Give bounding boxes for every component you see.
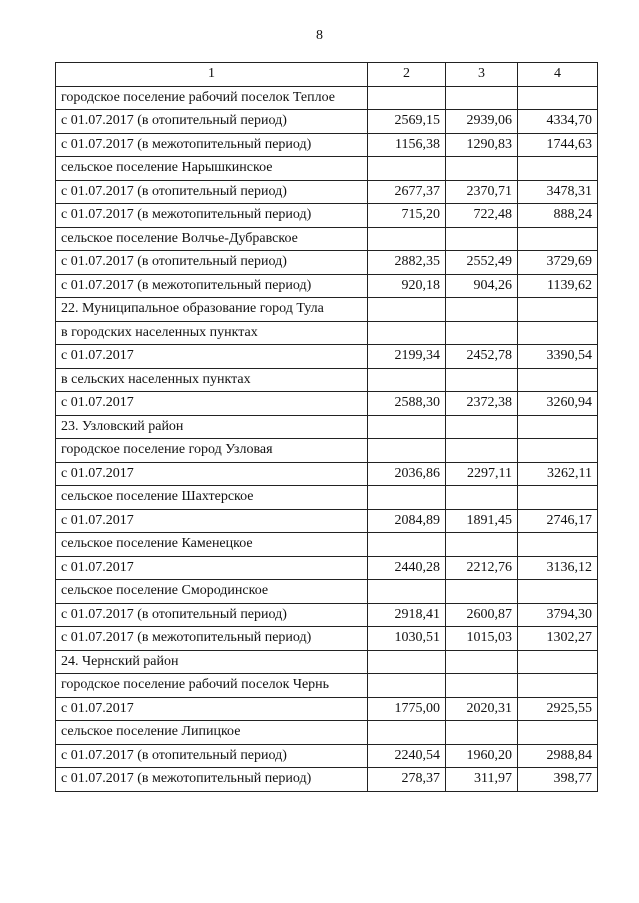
value-cell-col4: 398,77 [518, 768, 598, 792]
value-cell-col2 [368, 439, 446, 463]
value-cell-col3: 1015,03 [446, 627, 518, 651]
value-cell-col4: 3478,31 [518, 180, 598, 204]
value-cell-col4: 2988,84 [518, 744, 598, 768]
tariff-table [55, 62, 598, 792]
table-row [56, 533, 598, 557]
value-cell-col3 [446, 298, 518, 322]
value-cell-col4: 2925,55 [518, 697, 598, 721]
value-cell-col4: 1744,63 [518, 133, 598, 157]
value-cell-col3: 1891,45 [446, 509, 518, 533]
row-label-cell: 24. Чернский район [56, 650, 368, 674]
row-label-cell: с 01.07.2017 [56, 556, 368, 580]
table-row [56, 603, 598, 627]
value-cell-col2: 1030,51 [368, 627, 446, 651]
value-cell-col4: 3794,30 [518, 603, 598, 627]
table-row [56, 674, 598, 698]
table-row [56, 86, 598, 110]
value-cell-col2: 2588,30 [368, 392, 446, 416]
value-cell-col3: 2600,87 [446, 603, 518, 627]
value-cell-col4: 1302,27 [518, 627, 598, 651]
row-label-cell: с 01.07.2017 (в межотопительный период) [56, 627, 368, 651]
row-label-cell: с 01.07.2017 [56, 697, 368, 721]
table-row [56, 415, 598, 439]
table-row [56, 180, 598, 204]
value-cell-col3: 2212,76 [446, 556, 518, 580]
column-header-2: 2 [368, 63, 446, 87]
row-label-cell: с 01.07.2017 (в отопительный период) [56, 744, 368, 768]
value-cell-col3 [446, 415, 518, 439]
value-cell-col4 [518, 486, 598, 510]
value-cell-col2: 2569,15 [368, 110, 446, 134]
row-label-cell: с 01.07.2017 (в межотопительный период) [56, 204, 368, 228]
table-row [56, 274, 598, 298]
row-label-cell: сельское поселение Волчье-Дубравское [56, 227, 368, 251]
value-cell-col3: 311,97 [446, 768, 518, 792]
value-cell-col4: 888,24 [518, 204, 598, 228]
row-label-cell: с 01.07.2017 (в отопительный период) [56, 110, 368, 134]
row-label-cell: в городских населенных пунктах [56, 321, 368, 345]
value-cell-col2 [368, 650, 446, 674]
value-cell-col4 [518, 650, 598, 674]
value-cell-col2: 278,37 [368, 768, 446, 792]
row-label-cell: 22. Муниципальное образование город Тула [56, 298, 368, 322]
row-label-cell: городское поселение рабочий поселок Теплое [56, 86, 368, 110]
value-cell-col2: 1156,38 [368, 133, 446, 157]
value-cell-col4: 3260,94 [518, 392, 598, 416]
value-cell-col3 [446, 533, 518, 557]
table-row [56, 486, 598, 510]
table-row [56, 509, 598, 533]
value-cell-col2: 2084,89 [368, 509, 446, 533]
value-cell-col3 [446, 321, 518, 345]
value-cell-col2: 2199,34 [368, 345, 446, 369]
table-row [56, 392, 598, 416]
row-label-cell: городское поселение город Узловая [56, 439, 368, 463]
row-label-cell: сельское поселение Каменецкое [56, 533, 368, 557]
row-label-cell: с 01.07.2017 (в межотопительный период) [56, 133, 368, 157]
value-cell-col3: 2372,38 [446, 392, 518, 416]
table-row [56, 627, 598, 651]
value-cell-col2 [368, 415, 446, 439]
table-row [56, 697, 598, 721]
value-cell-col2 [368, 533, 446, 557]
value-cell-col4 [518, 533, 598, 557]
row-label-cell: с 01.07.2017 [56, 345, 368, 369]
value-cell-col3 [446, 674, 518, 698]
table-row [56, 157, 598, 181]
value-cell-col3: 1960,20 [446, 744, 518, 768]
value-cell-col3: 2939,06 [446, 110, 518, 134]
row-label-cell: сельское поселение Шахтерское [56, 486, 368, 510]
column-header-3: 3 [446, 63, 518, 87]
value-cell-col3 [446, 368, 518, 392]
value-cell-col2 [368, 298, 446, 322]
value-cell-col2: 2677,37 [368, 180, 446, 204]
value-cell-col3 [446, 580, 518, 604]
value-cell-col4: 3729,69 [518, 251, 598, 275]
table-row [56, 321, 598, 345]
row-label-cell: в сельских населенных пунктах [56, 368, 368, 392]
value-cell-col2 [368, 486, 446, 510]
value-cell-col3 [446, 650, 518, 674]
value-cell-col3: 2452,78 [446, 345, 518, 369]
value-cell-col4: 4334,70 [518, 110, 598, 134]
value-cell-col2: 2036,86 [368, 462, 446, 486]
value-cell-col4 [518, 227, 598, 251]
row-label-cell: с 01.07.2017 (в отопительный период) [56, 603, 368, 627]
value-cell-col4 [518, 298, 598, 322]
value-cell-col4 [518, 415, 598, 439]
table-row [56, 251, 598, 275]
value-cell-col3 [446, 227, 518, 251]
table-header-row [56, 63, 598, 87]
tariff-table-body [56, 63, 598, 792]
table-row [56, 368, 598, 392]
value-cell-col2 [368, 157, 446, 181]
column-header-4: 4 [518, 63, 598, 87]
value-cell-col3 [446, 157, 518, 181]
table-row [56, 768, 598, 792]
row-label-cell: с 01.07.2017 (в межотопительный период) [56, 274, 368, 298]
value-cell-col4 [518, 368, 598, 392]
value-cell-col4: 3136,12 [518, 556, 598, 580]
table-row [56, 298, 598, 322]
table-row [56, 345, 598, 369]
column-header-1: 1 [56, 63, 368, 87]
table-row [56, 110, 598, 134]
value-cell-col2 [368, 86, 446, 110]
table-row [56, 744, 598, 768]
value-cell-col4 [518, 721, 598, 745]
value-cell-col4 [518, 86, 598, 110]
value-cell-col2: 920,18 [368, 274, 446, 298]
row-label-cell: сельское поселение Липицкое [56, 721, 368, 745]
value-cell-col2 [368, 674, 446, 698]
value-cell-col3 [446, 439, 518, 463]
table-row [56, 721, 598, 745]
row-label-cell: с 01.07.2017 [56, 392, 368, 416]
value-cell-col2 [368, 721, 446, 745]
page-number: 8 [316, 28, 323, 43]
row-label-cell: городское поселение рабочий поселок Чернь [56, 674, 368, 698]
value-cell-col3 [446, 86, 518, 110]
value-cell-col4 [518, 439, 598, 463]
value-cell-col2: 2240,54 [368, 744, 446, 768]
row-label-cell: сельское поселение Смородинское [56, 580, 368, 604]
table-row [56, 204, 598, 228]
value-cell-col3: 722,48 [446, 204, 518, 228]
value-cell-col4: 1139,62 [518, 274, 598, 298]
table-row [56, 650, 598, 674]
value-cell-col4 [518, 580, 598, 604]
value-cell-col4: 3262,11 [518, 462, 598, 486]
value-cell-col2 [368, 321, 446, 345]
table-row [56, 580, 598, 604]
value-cell-col4 [518, 321, 598, 345]
row-label-cell: с 01.07.2017 (в отопительный период) [56, 251, 368, 275]
table-row [56, 556, 598, 580]
value-cell-col3: 904,26 [446, 274, 518, 298]
table-row [56, 133, 598, 157]
value-cell-col4 [518, 674, 598, 698]
value-cell-col2: 2882,35 [368, 251, 446, 275]
table-row [56, 227, 598, 251]
value-cell-col2: 2440,28 [368, 556, 446, 580]
row-label-cell: с 01.07.2017 (в отопительный период) [56, 180, 368, 204]
row-label-cell: с 01.07.2017 (в межотопительный период) [56, 768, 368, 792]
value-cell-col3: 2020,31 [446, 697, 518, 721]
value-cell-col2: 1775,00 [368, 697, 446, 721]
table-row [56, 439, 598, 463]
value-cell-col2 [368, 580, 446, 604]
value-cell-col4: 3390,54 [518, 345, 598, 369]
value-cell-col3 [446, 721, 518, 745]
value-cell-col2 [368, 368, 446, 392]
value-cell-col3 [446, 486, 518, 510]
value-cell-col2: 2918,41 [368, 603, 446, 627]
value-cell-col3: 2370,71 [446, 180, 518, 204]
row-label-cell: 23. Узловский район [56, 415, 368, 439]
value-cell-col3: 1290,83 [446, 133, 518, 157]
value-cell-col4 [518, 157, 598, 181]
table-row [56, 462, 598, 486]
value-cell-col3: 2297,11 [446, 462, 518, 486]
value-cell-col4: 2746,17 [518, 509, 598, 533]
row-label-cell: с 01.07.2017 [56, 509, 368, 533]
value-cell-col3: 2552,49 [446, 251, 518, 275]
value-cell-col2 [368, 227, 446, 251]
row-label-cell: с 01.07.2017 [56, 462, 368, 486]
row-label-cell: сельское поселение Нарышкинское [56, 157, 368, 181]
value-cell-col2: 715,20 [368, 204, 446, 228]
